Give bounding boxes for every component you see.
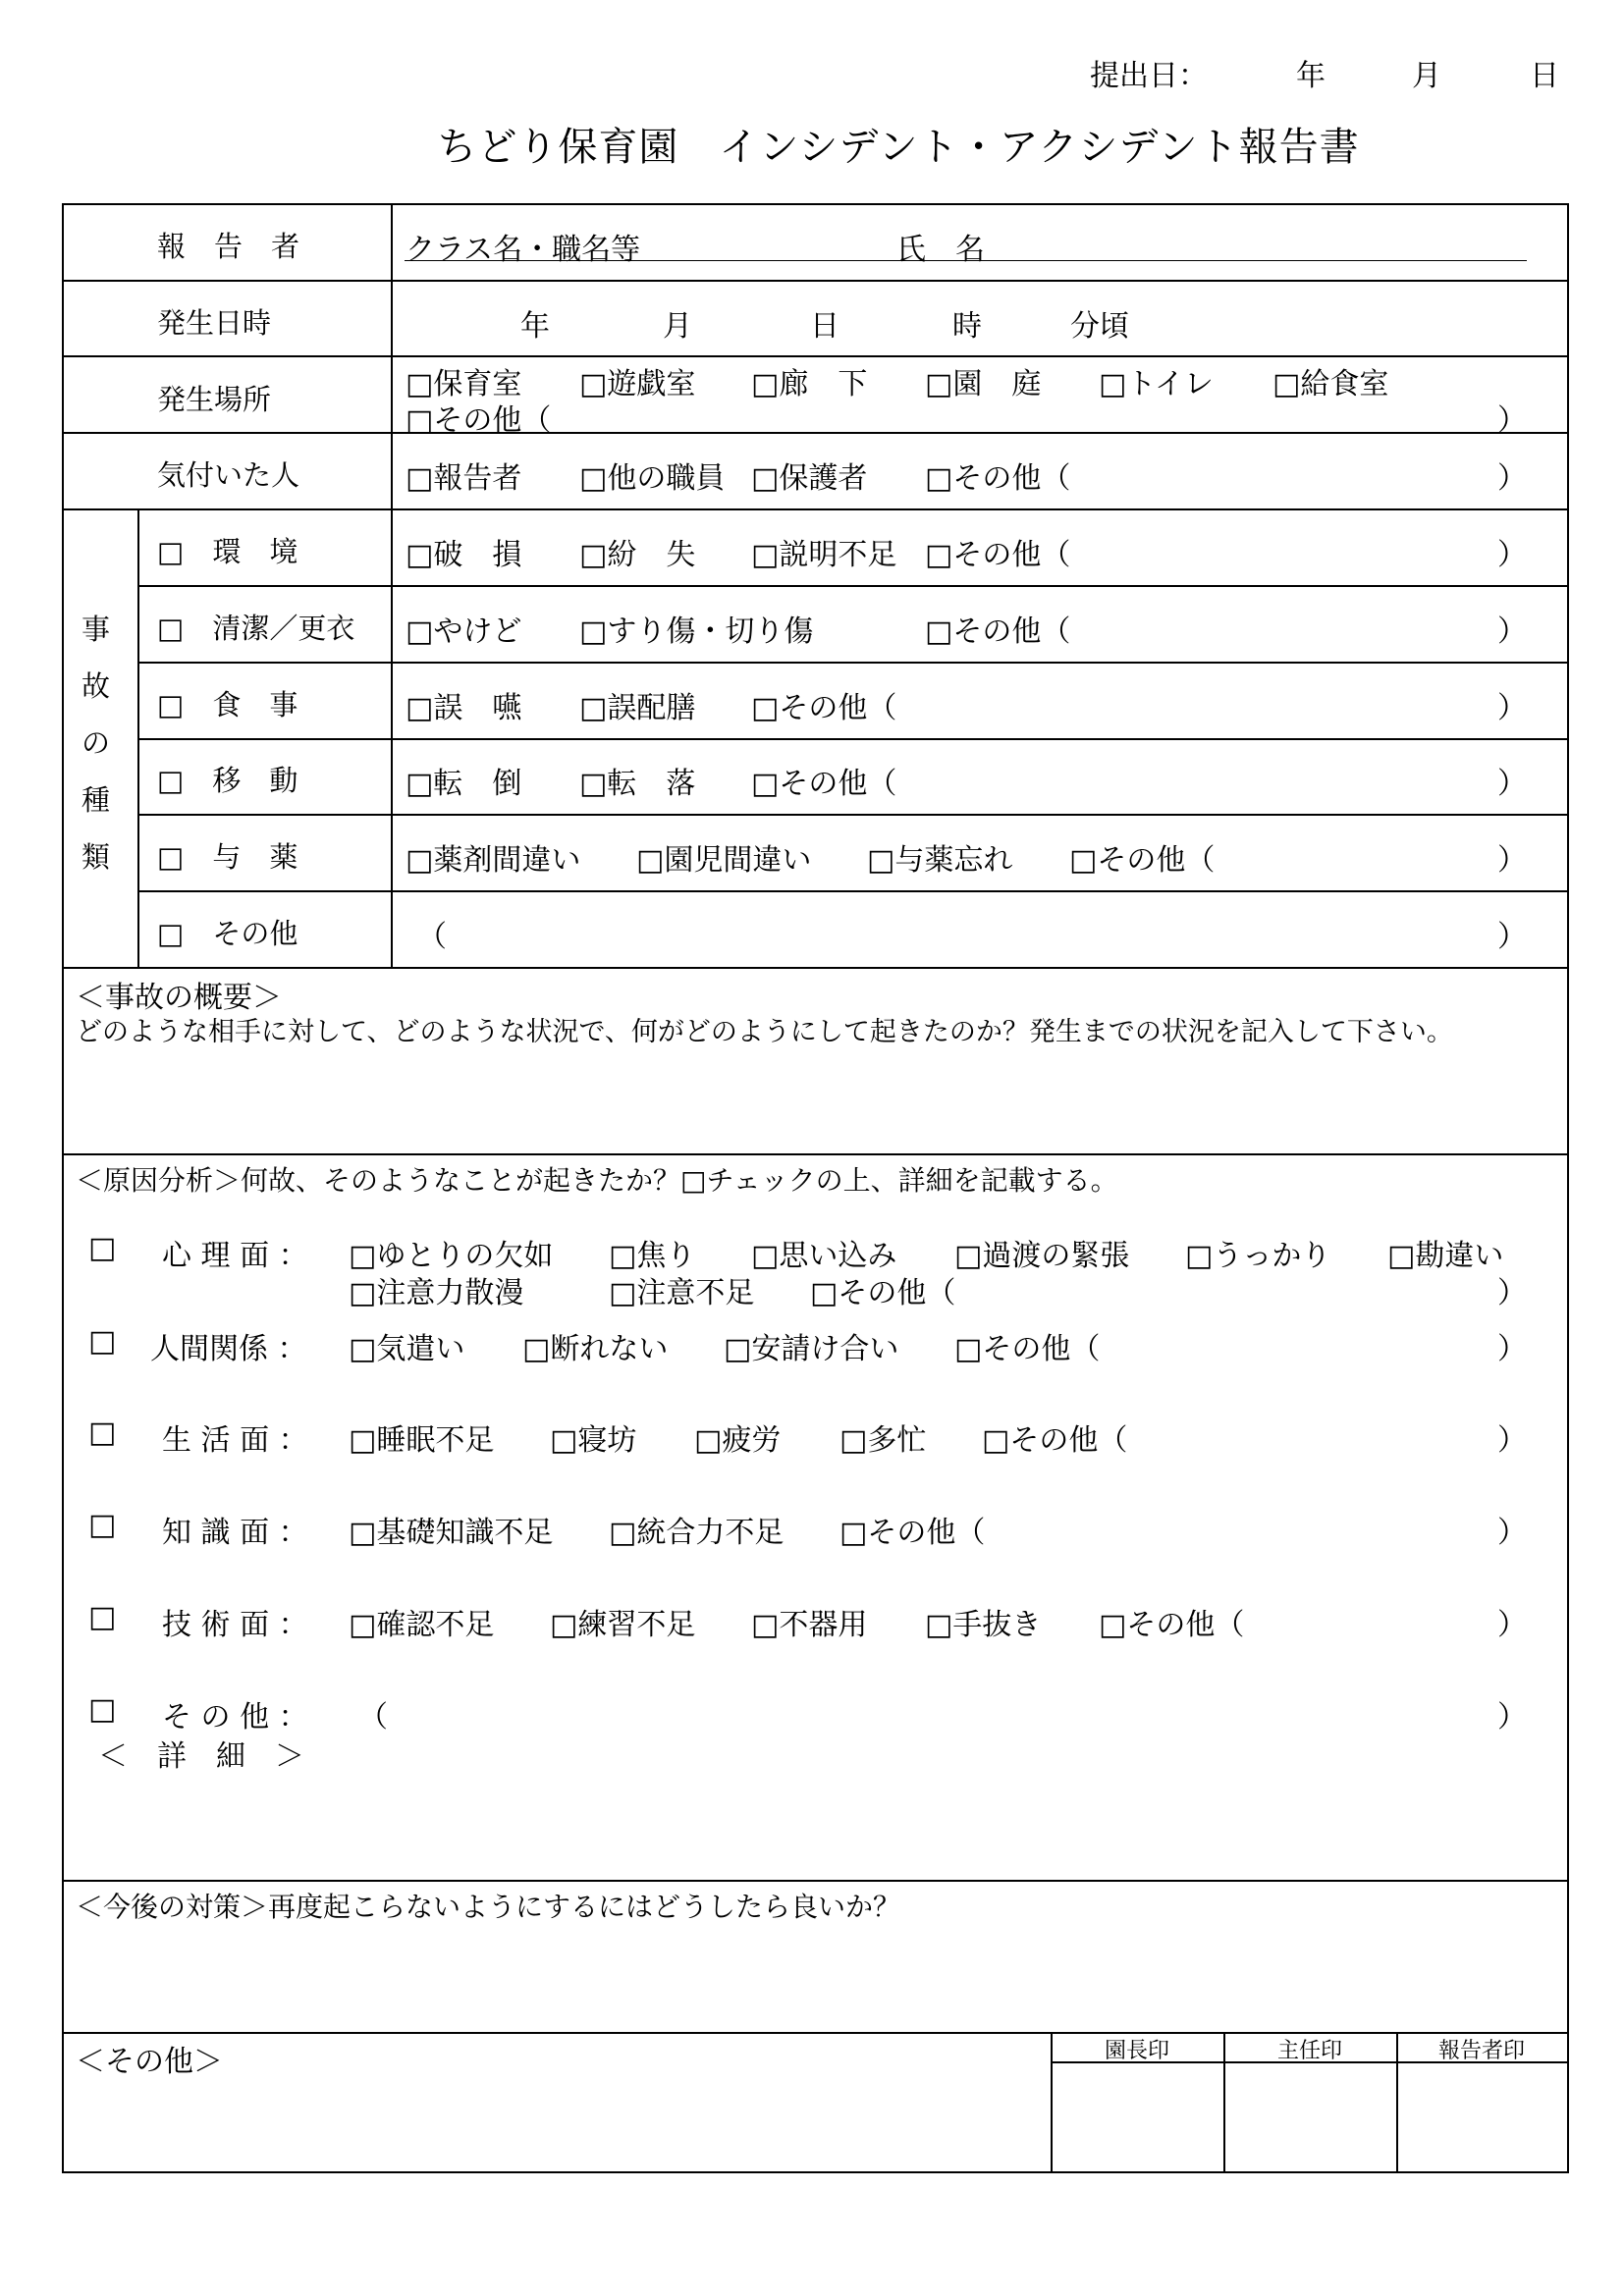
accident-type-checkbox[interactable]: □ 移 動 bbox=[157, 764, 298, 797]
place-other-option[interactable]: □その他（ bbox=[406, 403, 552, 438]
date-hour-unit: 時 bbox=[952, 309, 982, 344]
noticed-by-option[interactable]: □保護者 bbox=[751, 461, 868, 496]
accident-type-checkbox[interactable]: □ 環 境 bbox=[157, 535, 298, 568]
cause-label: 技 術 面 ： bbox=[162, 1608, 308, 1642]
cause-option[interactable]: □ゆとりの欠如 bbox=[349, 1239, 554, 1273]
cause-label: 人間関係 ： bbox=[150, 1332, 307, 1366]
cause-option[interactable]: □寝坊 bbox=[550, 1423, 637, 1458]
cause-option[interactable]: □その他（ bbox=[810, 1276, 956, 1310]
accident-close: ） bbox=[1497, 843, 1527, 878]
accident-option[interactable]: □紛 失 bbox=[579, 538, 696, 572]
cause-option[interactable]: □睡眠不足 bbox=[349, 1423, 495, 1458]
accident-close: ） bbox=[1497, 691, 1527, 725]
date-label: 発生日時 bbox=[157, 306, 272, 340]
cause-option[interactable]: □断れない bbox=[522, 1332, 669, 1366]
reporter-stamp-label: 報告者印 bbox=[1437, 2039, 1525, 2063]
place-option[interactable]: □給食室 bbox=[1272, 367, 1389, 401]
cause-heading: ＜原因分析＞何故、そのようなことが起きたか？□チェックの上、詳細を記載する。 bbox=[76, 1164, 1118, 1197]
place-option[interactable]: □園 庭 bbox=[925, 367, 1042, 401]
accident-option[interactable]: □転 落 bbox=[579, 767, 696, 801]
cause-option[interactable]: □安請け合い bbox=[724, 1332, 899, 1366]
accident-type-vlabel-char: 種 bbox=[81, 783, 111, 817]
submission-year-unit: 年 bbox=[1296, 59, 1326, 93]
accident-type-vlabel-char: 事 bbox=[81, 613, 111, 646]
cause-checkbox[interactable]: □ bbox=[88, 1231, 117, 1265]
measures-heading: ＜今後の対策＞再度起こらないようにするにはどうしたら良いか？ bbox=[76, 1891, 901, 1923]
accident-option[interactable]: □やけど bbox=[406, 614, 522, 649]
cause-option[interactable]: □多忙 bbox=[839, 1423, 927, 1458]
cause-label: 知 識 面 ： bbox=[162, 1516, 308, 1550]
cause-close: ） bbox=[1497, 1700, 1527, 1735]
head-teacher-stamp-label: 主任印 bbox=[1276, 2039, 1342, 2063]
cause-option[interactable]: □注意不足 bbox=[609, 1276, 755, 1310]
accident-close: ） bbox=[1497, 920, 1527, 954]
accident-option[interactable]: □その他（ bbox=[925, 538, 1071, 572]
reporter-name-field-label: 氏 名 bbox=[896, 233, 985, 267]
overview-input-area[interactable] bbox=[76, 1049, 1553, 1148]
submission-month-unit: 月 bbox=[1412, 59, 1441, 93]
accident-option[interactable]: □転 倒 bbox=[406, 767, 522, 801]
cause-checkbox[interactable]: □ bbox=[88, 1508, 117, 1542]
cause-option[interactable]: □思い込み bbox=[751, 1239, 897, 1273]
cause-label: 心 理 面 ： bbox=[162, 1239, 308, 1273]
date-minute-unit: 分頃 bbox=[1070, 309, 1129, 344]
accident-option[interactable]: □説明不足 bbox=[751, 538, 897, 572]
cause-option[interactable]: （ bbox=[358, 1700, 388, 1735]
cause-option[interactable]: □注意力散漫 bbox=[349, 1276, 524, 1310]
cause-option[interactable]: □統合力不足 bbox=[609, 1516, 785, 1550]
cause-option[interactable]: □焦り bbox=[609, 1239, 696, 1273]
cause-detail-input-area[interactable] bbox=[76, 1776, 1553, 1874]
accident-close: ） bbox=[1497, 614, 1527, 649]
accident-option[interactable]: □薬剤間違い bbox=[406, 843, 581, 878]
cause-option[interactable]: □確認不足 bbox=[349, 1608, 495, 1642]
cause-close: ） bbox=[1497, 1608, 1527, 1642]
noticed-by-option[interactable]: □他の職員 bbox=[579, 461, 726, 496]
head-teacher-stamp-box[interactable] bbox=[1225, 2064, 1394, 2170]
accident-type-vlabel-char: 類 bbox=[81, 840, 111, 874]
cause-checkbox[interactable]: □ bbox=[88, 1324, 117, 1359]
accident-option[interactable]: □与薬忘れ bbox=[867, 843, 1013, 878]
accident-type-checkbox[interactable]: □ 与 薬 bbox=[157, 840, 298, 874]
accident-close: ） bbox=[1497, 538, 1527, 572]
noticed-by-other-option[interactable]: □その他（ bbox=[925, 461, 1071, 496]
accident-type-vlabel-char: の bbox=[81, 726, 111, 760]
cause-option[interactable]: □その他（ bbox=[982, 1423, 1128, 1458]
cause-option[interactable]: □過渡の緊張 bbox=[954, 1239, 1130, 1273]
other-heading: ＜その他＞ bbox=[76, 2045, 223, 2079]
accident-option[interactable]: □その他（ bbox=[1069, 843, 1216, 878]
accident-option[interactable]: □その他（ bbox=[751, 691, 897, 725]
place-option[interactable]: □廊 下 bbox=[751, 367, 868, 401]
cause-checkbox[interactable]: □ bbox=[88, 1692, 117, 1727]
date-month-unit: 月 bbox=[663, 309, 692, 344]
accident-type-checkbox[interactable]: □ 食 事 bbox=[157, 688, 298, 721]
accident-option[interactable]: □その他（ bbox=[925, 614, 1071, 649]
noticed-by-close: ） bbox=[1497, 461, 1527, 496]
cause-option[interactable]: □うっかり bbox=[1185, 1239, 1331, 1273]
noticed-by-option[interactable]: □報告者 bbox=[406, 461, 522, 496]
reporter-label: 報 告 者 bbox=[157, 230, 300, 263]
date-day-unit: 日 bbox=[810, 309, 839, 344]
reporter-stamp-box[interactable] bbox=[1398, 2064, 1565, 2170]
place-option[interactable]: □トイレ bbox=[1099, 367, 1214, 401]
cause-close: ） bbox=[1497, 1332, 1527, 1366]
report-form bbox=[62, 203, 1569, 2173]
cause-option[interactable]: □勘違い bbox=[1387, 1239, 1504, 1273]
accident-option[interactable]: □その他（ bbox=[751, 767, 897, 801]
cause-close: ） bbox=[1497, 1516, 1527, 1550]
cause-option[interactable]: □疲労 bbox=[694, 1423, 782, 1458]
accident-option[interactable]: □誤 嚥 bbox=[406, 691, 522, 725]
submission-day-unit: 日 bbox=[1530, 59, 1559, 93]
cause-option[interactable]: □その他（ bbox=[839, 1516, 986, 1550]
accident-type-checkbox[interactable]: □ その他 bbox=[157, 917, 298, 950]
page-title: ちどり保育園 インシデント・アクシデント報告書 bbox=[437, 125, 1360, 170]
cause-option[interactable]: □手抜き bbox=[925, 1608, 1042, 1642]
cause-option[interactable]: □練習不足 bbox=[550, 1608, 696, 1642]
principal-stamp-label: 園長印 bbox=[1104, 2039, 1169, 2063]
accident-option[interactable]: □破 損 bbox=[406, 538, 522, 572]
cause-close: ） bbox=[1497, 1276, 1527, 1310]
measures-input-area[interactable] bbox=[76, 1925, 1553, 2023]
cause-option[interactable]: □その他（ bbox=[954, 1332, 1101, 1366]
cause-checkbox[interactable]: □ bbox=[88, 1600, 117, 1634]
place-option[interactable]: □保育室 bbox=[406, 367, 522, 401]
cause-option[interactable]: □その他（ bbox=[1099, 1608, 1245, 1642]
accident-option[interactable]: （ bbox=[417, 920, 447, 954]
cause-label: そ の 他 ： bbox=[162, 1700, 308, 1735]
accident-option[interactable]: □園児間違い bbox=[636, 843, 812, 878]
cause-detail-label: ＜ 詳 細 ＞ bbox=[98, 1739, 304, 1774]
cause-close: ） bbox=[1497, 1423, 1527, 1458]
accident-option[interactable]: □すり傷・切り傷 bbox=[579, 614, 814, 649]
class-name-field-label: クラス名・職名等 bbox=[406, 233, 641, 267]
cause-option[interactable]: □基礎知識不足 bbox=[349, 1516, 554, 1550]
overview-heading: ＜事故の概要＞ bbox=[76, 981, 282, 1015]
cause-checkbox[interactable]: □ bbox=[88, 1415, 117, 1450]
place-other-close: ） bbox=[1497, 403, 1527, 438]
reporter-underline bbox=[405, 260, 1527, 261]
cause-option[interactable]: □不器用 bbox=[751, 1608, 868, 1642]
noticed-by-label: 気付いた人 bbox=[157, 458, 300, 492]
accident-type-checkbox[interactable]: □ 清潔／更衣 bbox=[157, 612, 355, 645]
other-input-area[interactable] bbox=[76, 2076, 1038, 2164]
accident-option[interactable]: □誤配膳 bbox=[579, 691, 696, 725]
place-label: 発生場所 bbox=[157, 383, 272, 416]
date-year-unit: 年 bbox=[520, 309, 550, 344]
accident-type-vlabel-char: 故 bbox=[81, 669, 111, 703]
place-option[interactable]: □遊戯室 bbox=[579, 367, 696, 401]
submission-date-label: 提出日： bbox=[1090, 59, 1208, 93]
cause-option[interactable]: □気遣い bbox=[349, 1332, 465, 1366]
principal-stamp-box[interactable] bbox=[1053, 2064, 1221, 2170]
cause-label: 生 活 面 ： bbox=[162, 1423, 308, 1458]
overview-instructions: どのような相手に対して、どのような状況で、何がどのようにして起きたのか？発生までの状況を記入して下さい。 bbox=[76, 1017, 1453, 1047]
accident-close: ） bbox=[1497, 767, 1527, 801]
